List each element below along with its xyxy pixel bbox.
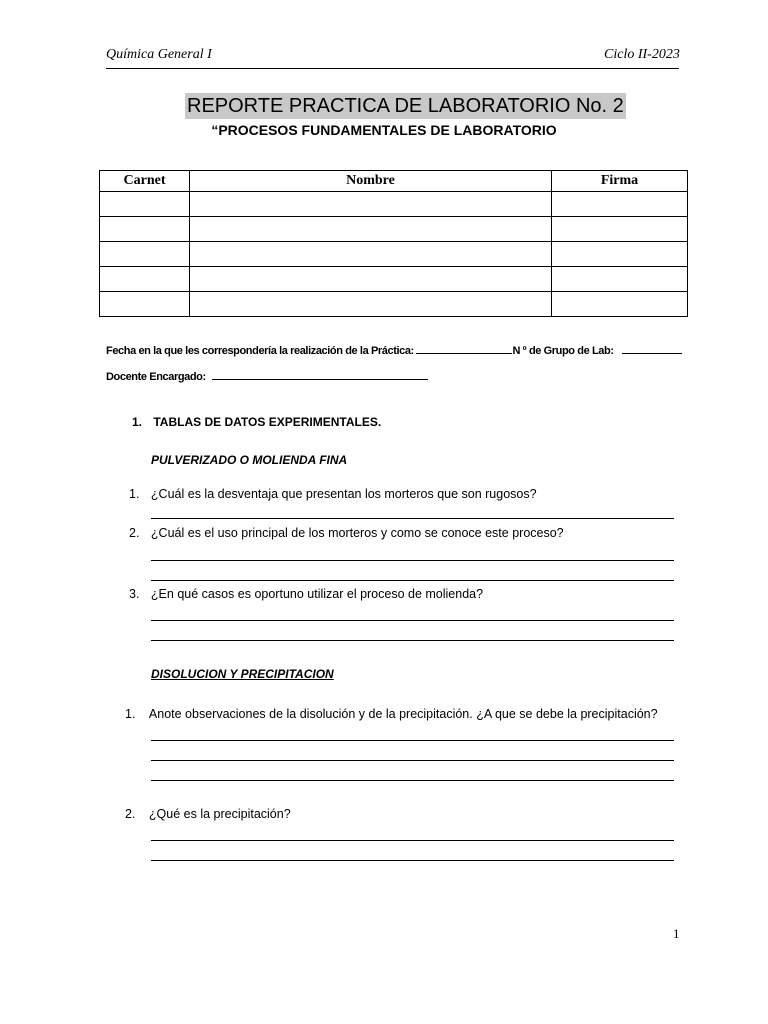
grupo-label: N º de Grupo de Lab:	[512, 345, 614, 357]
nombre-cell[interactable]	[190, 217, 552, 242]
section-heading	[132, 415, 381, 429]
page-number: 1	[673, 926, 680, 941]
column-header-nombre: Nombre	[190, 171, 552, 192]
firma-cell[interactable]	[552, 267, 688, 292]
header-rule	[106, 68, 679, 69]
nombre-cell[interactable]	[190, 242, 552, 267]
answer-line[interactable]	[151, 860, 674, 861]
column-header-carnet: Carnet	[100, 171, 190, 192]
question-item	[125, 807, 291, 821]
carnet-cell[interactable]	[100, 192, 190, 217]
docente-blank[interactable]	[212, 369, 428, 380]
disolucion-heading: DISOLUCION Y PRECIPITACION	[151, 667, 334, 681]
table-row	[100, 292, 688, 317]
carnet-cell[interactable]	[100, 217, 190, 242]
question-text: ¿Cuál es el uso principal de los morteros y como se conoce este proceso?	[150, 526, 564, 540]
question-number: 3.	[129, 587, 140, 601]
grupo-blank[interactable]	[622, 343, 682, 354]
answer-line[interactable]	[151, 640, 674, 641]
answer-line[interactable]	[151, 580, 674, 581]
page-title: REPORTE PRACTICA DE LABORATORIO No. 2	[187, 95, 624, 117]
student-table	[99, 170, 688, 317]
section-number: 1.	[132, 415, 143, 429]
table-row	[100, 242, 688, 267]
question-item	[129, 487, 537, 501]
firma-cell[interactable]	[552, 242, 688, 267]
question-number: 2.	[125, 807, 136, 821]
question-item	[129, 526, 564, 540]
answer-line[interactable]	[151, 760, 674, 761]
docente-line	[106, 369, 428, 383]
carnet-cell[interactable]	[100, 242, 190, 267]
docente-label: Docente Encargado:	[106, 371, 206, 383]
carnet-cell[interactable]	[100, 292, 190, 317]
answer-line[interactable]	[151, 780, 674, 781]
header-course: Química General I	[106, 47, 212, 62]
answer-line[interactable]	[151, 518, 674, 519]
answer-line[interactable]	[151, 840, 674, 841]
page-subtitle: “PROCESOS FUNDAMENTALES DE LABORATORIO	[211, 122, 557, 138]
table-row	[100, 217, 688, 242]
firma-cell[interactable]	[552, 217, 688, 242]
pulverizado-heading: PULVERIZADO O MOLIENDA FINA	[151, 453, 348, 467]
question-text: ¿Qué es la precipitación?	[148, 807, 291, 821]
table-row	[100, 192, 688, 217]
nombre-cell[interactable]	[190, 292, 552, 317]
question-number: 1.	[125, 707, 136, 721]
fecha-line	[106, 343, 682, 357]
answer-line[interactable]	[151, 740, 674, 741]
firma-cell[interactable]	[552, 192, 688, 217]
fecha-blank[interactable]	[416, 343, 512, 354]
answer-line[interactable]	[151, 560, 674, 561]
table-header-row	[100, 171, 688, 192]
column-header-firma: Firma	[552, 171, 688, 192]
section-title: TABLAS DE DATOS EXPERIMENTALES.	[153, 415, 382, 429]
header-cycle: Ciclo II-2023	[604, 47, 680, 62]
nombre-cell[interactable]	[190, 267, 552, 292]
question-item	[129, 587, 483, 601]
question-item	[125, 707, 658, 721]
nombre-cell[interactable]	[190, 192, 552, 217]
answer-line[interactable]	[151, 620, 674, 621]
question-number: 2.	[129, 526, 140, 540]
fecha-label: Fecha en la que les correspondería la realización de la Práctica:	[106, 345, 414, 357]
question-number: 1.	[129, 487, 140, 501]
firma-cell[interactable]	[552, 292, 688, 317]
question-text: ¿En qué casos es oportuno utilizar el proceso de molienda?	[150, 587, 484, 601]
question-text: Anote observaciones de la disolución y de la precipitación. ¿A que se debe la precipitación?	[148, 707, 658, 721]
table-row	[100, 267, 688, 292]
carnet-cell[interactable]	[100, 267, 190, 292]
question-text: ¿Cuál es la desventaja que presentan los morteros que son rugosos?	[150, 487, 537, 501]
